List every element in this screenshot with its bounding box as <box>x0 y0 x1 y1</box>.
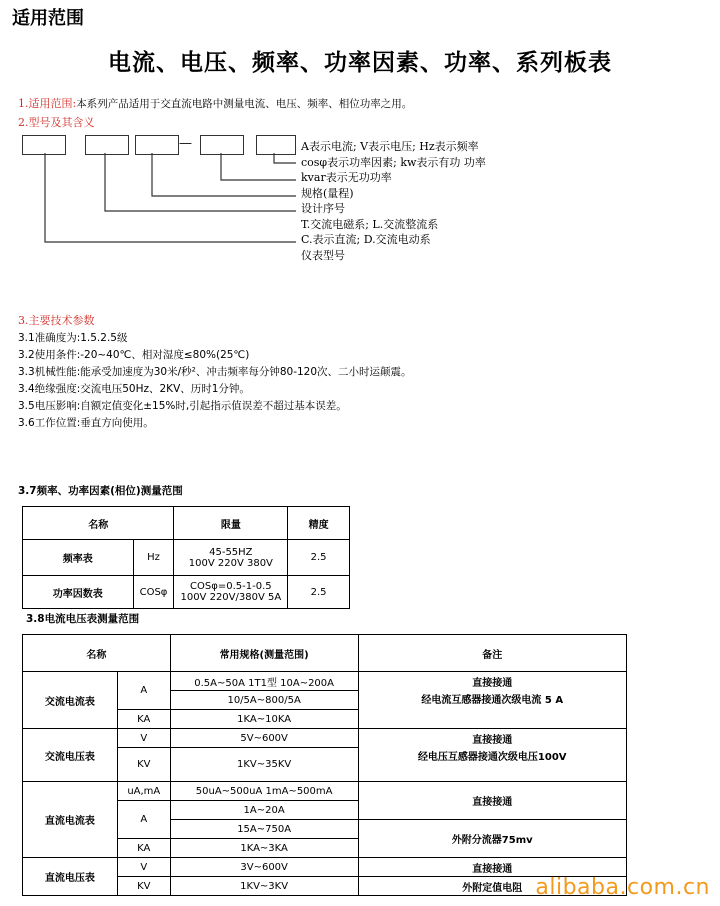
legend-line: C.表示直流; D.交流电动系 <box>301 233 431 246</box>
cell-unit: uA,mA <box>117 782 170 801</box>
cell-name: 交流电流表 <box>23 672 118 729</box>
section1-heading: 1.适用范围: <box>18 97 77 110</box>
table-row <box>23 729 627 748</box>
cell-name: 直流电流表 <box>23 782 118 858</box>
cell-note: 直接接通 <box>358 782 627 820</box>
table-row <box>23 782 627 801</box>
col-header: 常用规格(测量范围) <box>170 635 358 672</box>
cell-note: 经电流互感器接通次级电流 5 A <box>358 691 627 729</box>
legend-line: kvar表示无功功率 <box>301 171 392 184</box>
range-line: COSφ=0.5-1-0.5 <box>190 581 272 592</box>
cell-unit: KA <box>117 839 170 858</box>
section2-heading: 2.型号及其含义 <box>18 116 95 129</box>
cell-note: 直接接通 <box>358 672 627 691</box>
current-voltage-table <box>22 634 627 896</box>
scope-title: 适用范围 <box>12 8 84 29</box>
legend-line: cosφ表示功率因素; kw表示有功 功率 <box>301 155 486 169</box>
param-item: 3.5电压影响:自额定值变化±15%时,引起指示值误差不超过基本误差。 <box>18 400 347 412</box>
cell-spec: 1KA~3KA <box>170 839 358 858</box>
col-header: 精度 <box>288 507 350 540</box>
cell-unit: V <box>117 858 170 877</box>
col-header: 限量 <box>174 507 288 540</box>
table-row <box>23 576 350 609</box>
cell-spec: 50uA~500uA 1mA~500mA <box>170 782 358 801</box>
legend-line: 规格(量程) <box>301 186 354 200</box>
table-row <box>23 672 627 691</box>
cell-unit: COSφ <box>133 576 174 609</box>
table38-title: 3.8电流电压表测量范围 <box>26 613 140 625</box>
cell-spec: 5V~600V <box>170 729 358 748</box>
range-line: 45-55HZ <box>209 546 253 558</box>
alibaba-watermark: alibaba.com.cn <box>535 875 710 900</box>
cell-unit: V <box>117 729 170 748</box>
cell-name: 交流电压表 <box>23 729 118 782</box>
cell-note: 直接接通 <box>358 729 627 748</box>
legend-line: T.交流电磁系; L.交流整流系 <box>301 217 439 231</box>
cell-unit: KV <box>117 877 170 896</box>
range-line: 100V 220V 380V <box>188 557 273 569</box>
cell-note: 外附分流器75mv <box>358 820 627 858</box>
table-row <box>23 858 627 877</box>
col-header: 备注 <box>358 635 627 672</box>
cell-unit: A <box>117 672 170 710</box>
legend-line: 仪表型号 <box>301 248 345 262</box>
cell-name: 频率表 <box>23 540 134 576</box>
tech-params-list <box>18 330 412 432</box>
cell-note: 外附定值电阻 <box>358 877 627 896</box>
model-dash: — <box>179 136 192 151</box>
cell-spec: 1A~20A <box>170 801 358 820</box>
cell-precision: 2.5 <box>288 540 350 576</box>
freq-pf-table <box>22 506 350 609</box>
col-header: 名称 <box>23 507 174 540</box>
cell-precision: 2.5 <box>288 576 350 609</box>
cell-name: 功率因数表 <box>23 576 134 609</box>
cell-unit: Hz <box>133 540 174 576</box>
param-item: 3.2使用条件:-20~40℃、相对湿度≤80%(25℃) <box>18 349 250 361</box>
section1-text: 本系列产品适用于交直流电路中测量电流、电压、频率、相位功率之用。 <box>76 98 413 110</box>
cell-range <box>174 576 288 609</box>
model-legend <box>301 139 486 263</box>
param-item: 3.3机械性能:能承受加速度为30米/秒²、冲击频率每分钟80-120次、二小时运颠震。 <box>18 366 412 378</box>
table-row <box>23 540 350 576</box>
cell-unit: KA <box>117 710 170 729</box>
cell-note: 经电压互感器接通次级电压100V <box>358 748 627 782</box>
cell-spec: 1KV~35KV <box>170 748 358 782</box>
param-item: 3.6工作位置:垂直方向使用。 <box>18 417 154 429</box>
cell-unit: A <box>117 801 170 839</box>
section3-heading: 3.主要技术参数 <box>18 314 95 327</box>
cell-name: 直流电压表 <box>23 858 118 896</box>
cell-spec: 0.5A~50A 1T1型 10A~200A <box>170 672 358 691</box>
cell-unit: KV <box>117 748 170 782</box>
cell-spec: 3V~600V <box>170 858 358 877</box>
cell-spec: 1KA~10KA <box>170 710 358 729</box>
cell-spec: 15A~750A <box>170 820 358 839</box>
cell-spec: 1KV~3KV <box>170 877 358 896</box>
range-line: 100V 220V/380V 5A <box>180 592 282 603</box>
param-item: 3.1准确度为:1.5.2.5级 <box>18 332 128 344</box>
cell-range <box>174 540 288 576</box>
table37-title: 3.7频率、功率因素(相位)测量范围 <box>18 485 183 497</box>
cell-spec: 10/5A~800/5A <box>170 691 358 710</box>
cell-note: 直接接通 <box>358 858 627 877</box>
main-title: 电流、电压、频率、功率因素、功率、系列板表 <box>108 50 612 76</box>
col-header: 名称 <box>23 635 171 672</box>
legend-line: A表示电流; V表示电压; Hz表示频率 <box>301 140 479 153</box>
legend-line: 设计序号 <box>301 202 345 215</box>
param-item: 3.4绝缘强度:交流电压50Hz、2KV、历时1分钟。 <box>18 383 250 395</box>
